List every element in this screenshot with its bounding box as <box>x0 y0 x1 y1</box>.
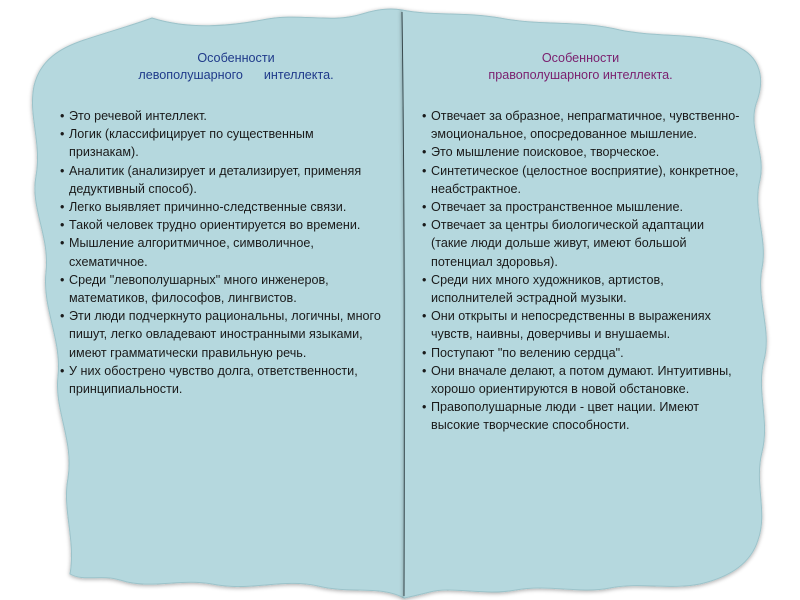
list-item: • Синтетическое (целостное восприятие), конкретное, неабстрактное. <box>418 162 743 198</box>
list-item: • Логик (классифицирует по существенным признакам). <box>56 125 386 161</box>
list-item: • Легко выявляет причинно-следственные связи. <box>56 198 386 216</box>
right-heading-line-2: правополушарного интеллекта. <box>488 68 673 82</box>
right-column <box>418 50 743 435</box>
list-item: • Отвечает за образное, непрагматичное, чувственно-эмоциональное, опосредованное мышление. <box>418 107 743 143</box>
list-item: • Среди "левополушарных" много инженеров, математиков, философов, лингвистов. <box>56 271 386 307</box>
right-heading-line-1: Особенности <box>541 51 620 65</box>
list-item: • Они открыты и непосредственны в выражениях чувств, наивны, доверчивы и внушаемы. <box>418 307 743 343</box>
list-item: • Отвечает за пространственное мышление. <box>418 198 743 216</box>
list-item: • Они вначале делают, а потом думают. Интуитивны, хорошо ориентируются в новой обстановке. <box>418 362 743 398</box>
list-item: • Правополушарные люди - цвет нации. Имеют высокие творческие способности. <box>418 398 743 434</box>
list-item: • Поступают "по велению сердца". <box>418 344 743 362</box>
list-item: • Отвечает за центры биологической адаптации (такие люди дольше живут, имеют большой потенциал здоровья). <box>418 216 743 271</box>
list-item: • Это речевой интеллект. <box>56 107 386 125</box>
list-item: • Аналитик (анализирует и детализирует, применяя дедуктивный способ). <box>56 162 386 198</box>
left-column <box>56 50 386 398</box>
left-heading-line-1: Особенности <box>197 51 275 65</box>
left-heading-line-2: левополушарного интеллекта. <box>138 68 334 82</box>
list-item: • Мышление алгоритмичное, символичное, схематичное. <box>56 234 386 270</box>
list-item: • Такой человек трудно ориентируется во времени. <box>56 216 386 234</box>
right-list <box>418 107 743 435</box>
list-item: • Это мышление поисковое, творческое. <box>418 143 743 161</box>
left-list <box>56 107 386 398</box>
right-heading <box>418 50 743 84</box>
list-item: • Эти люди подчеркнуто рациональны, логичны, много пишут, легко овладевают иностранными языками, имеют грамматически правильную речь. <box>56 307 386 362</box>
list-item: • Среди них много художников, артистов, исполнителей эстрадной музыки. <box>418 271 743 307</box>
left-heading <box>56 50 386 84</box>
list-item: • У них обострено чувство долга, ответственности, принципиальности. <box>56 362 386 398</box>
